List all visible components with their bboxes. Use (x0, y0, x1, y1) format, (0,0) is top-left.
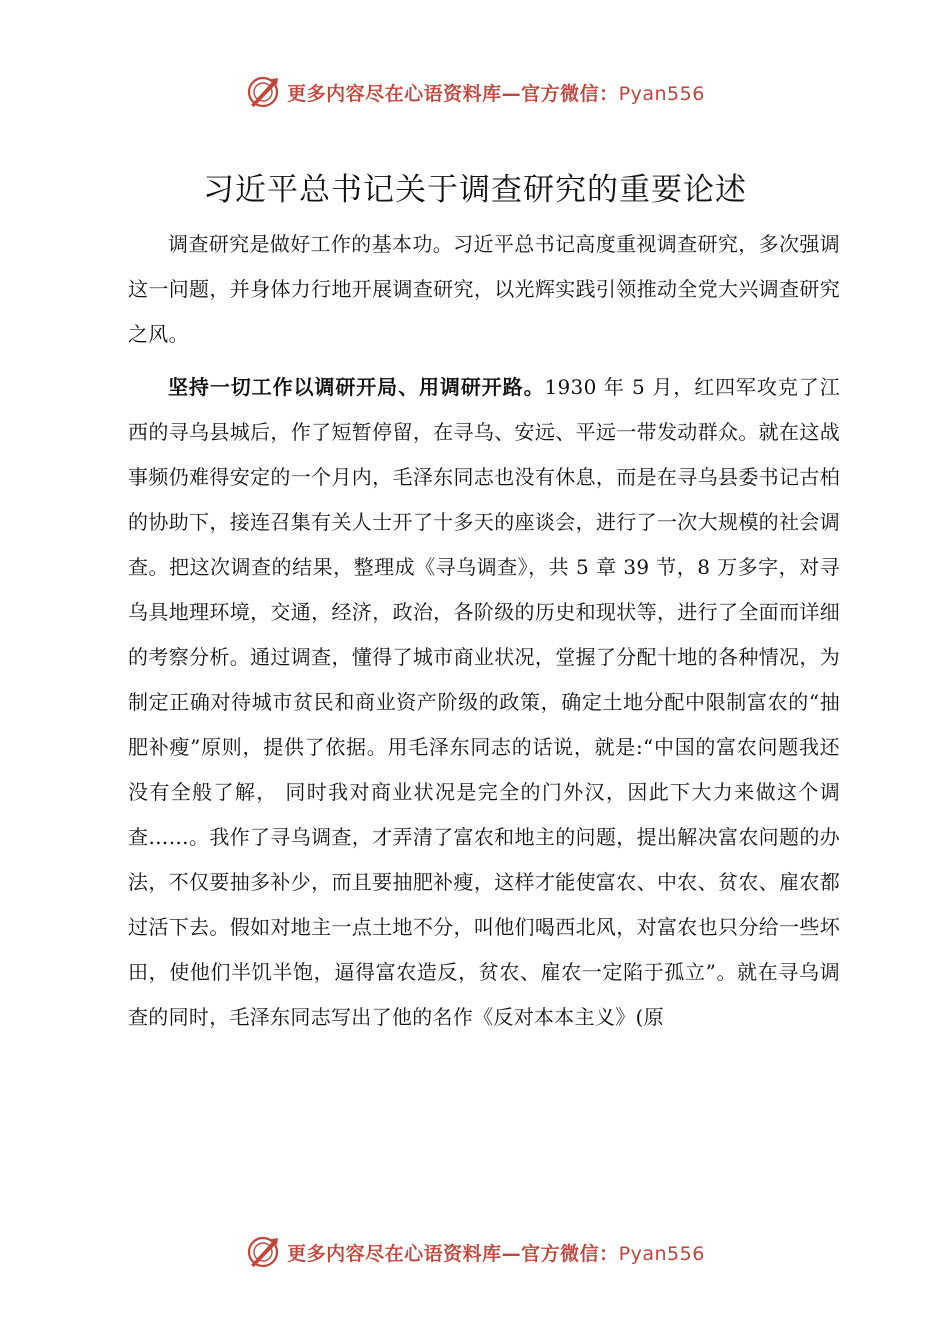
section1-paragraph (128, 365, 840, 1040)
quill-seal-icon (245, 1234, 281, 1270)
page-title: 习近平总书记关于调查研究的重要论述 (203, 172, 747, 208)
watermark-wechat-id: Pyan556 (618, 1242, 705, 1265)
watermark-text: 更多内容尽在心语资料库—官方微信： (287, 82, 619, 105)
section1-body: 1930 年 5 月，红四军攻克了江西的寻乌县城后，作了短暂停留，在寻乌、安远、平远一带发动群众。就在这战事频仍难得安定的一个月内，毛泽东同志也没有休息，而是在寻乌县委书记古柏的协助下，接连召集有关人士开了十多天的座谈会，进行了一次大规模的社会调查。把这次调查的结果，整理成《寻乌调查》，共 5 章 39 节，8 万多字，对寻乌具地理环境，交通，经济，政治，各阶级的历史和现状等，进行了全面而详细的考察分析。通过调查，懂得了城市商业状况，堂握了分配十地的各种情况，为制定正确对待城市贫民和商业资产阶级的政策，确定土地分配中限制富农的“抽肥补瘦”原则，提供了依据。用毛泽东同志的话说，就是:“中国的富农问题我还没有全般了解， 同时我对商业状况是完全的门外汉，因此下大力来做这个调查……。我作了寻乌调查，才弄清了富农和地主的问题，提出解决富农问题的办法，不仅要抽多补少，而且要抽肥补瘦，这样才能使富农、中农、贫农、雇农都过活下去。假如对地主一点土地不分，叫他们喝西北风，对富农也只分给一些坏田，使他们半饥半饱，逼得富农造反，贫农、雇农一定陷于孤立”。就在寻乌调查的同时，毛泽东同志写出了他的名作《反对本本主义》(原 (128, 375, 840, 1029)
footer-watermark (0, 1230, 950, 1274)
watermark-wechat-id: Pyan556 (618, 82, 705, 105)
quill-seal-icon (245, 74, 281, 110)
section1-lead: 坚持一切工作以调研开局、用调研开路。 (168, 375, 545, 399)
document-body (128, 222, 840, 1040)
header-watermark (0, 70, 950, 114)
intro-paragraph: 调查研究是做好工作的基本功。习近平总书记高度重视调查研究，多次强调这一问题，并身体力行地开展调查研究，以光辉实践引领推动全党大兴调查研究之风。 (128, 232, 840, 346)
watermark-text: 更多内容尽在心语资料库—官方微信： (287, 1242, 619, 1265)
